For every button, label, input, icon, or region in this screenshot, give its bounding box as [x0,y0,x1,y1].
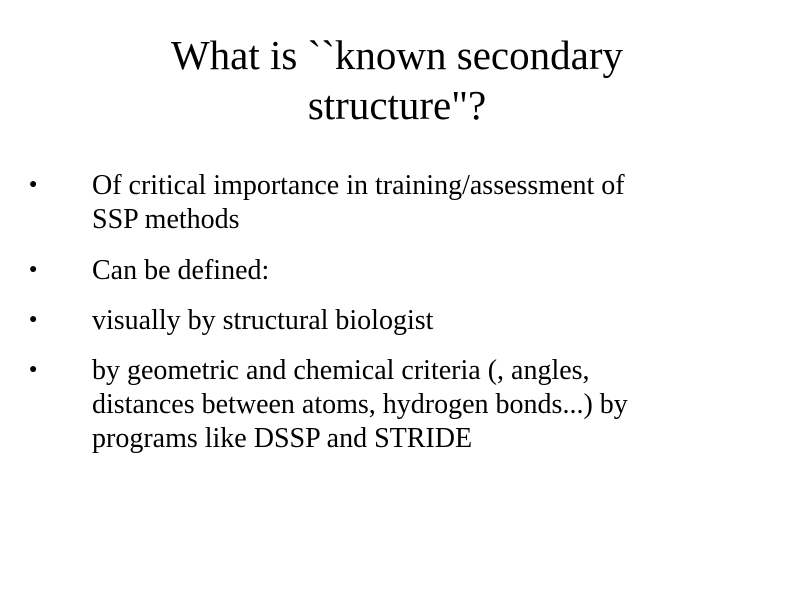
bullet-text-line: SSP methods [92,204,240,235]
bullet-text-line: distances between atoms, hydrogen bonds...) by [92,389,628,420]
bullet-text [92,354,732,456]
bullet-text-line: Of critical importance in training/assessment of [92,170,625,201]
bullet-text-line: Can be defined: [92,255,270,286]
bullet-dot-icon: ● [29,312,38,327]
bullet-dot-icon: ● [29,262,38,277]
bullet-text [92,169,732,237]
bullet-dot-icon: ● [29,177,38,192]
slide-title-line-1: What is ``known secondary [170,32,623,78]
bullet-text [92,304,732,338]
slide-title-line-2: structure"? [307,82,487,128]
bullet-text-line: visually by structural biologist [92,305,434,336]
bullet-text-line: by geometric and chemical criteria (, angles, [92,355,590,386]
bullet-dot-icon: ● [29,362,38,377]
bullet-text [92,254,732,288]
bullet-text-line: programs like DSSP and STRIDE [92,423,473,454]
